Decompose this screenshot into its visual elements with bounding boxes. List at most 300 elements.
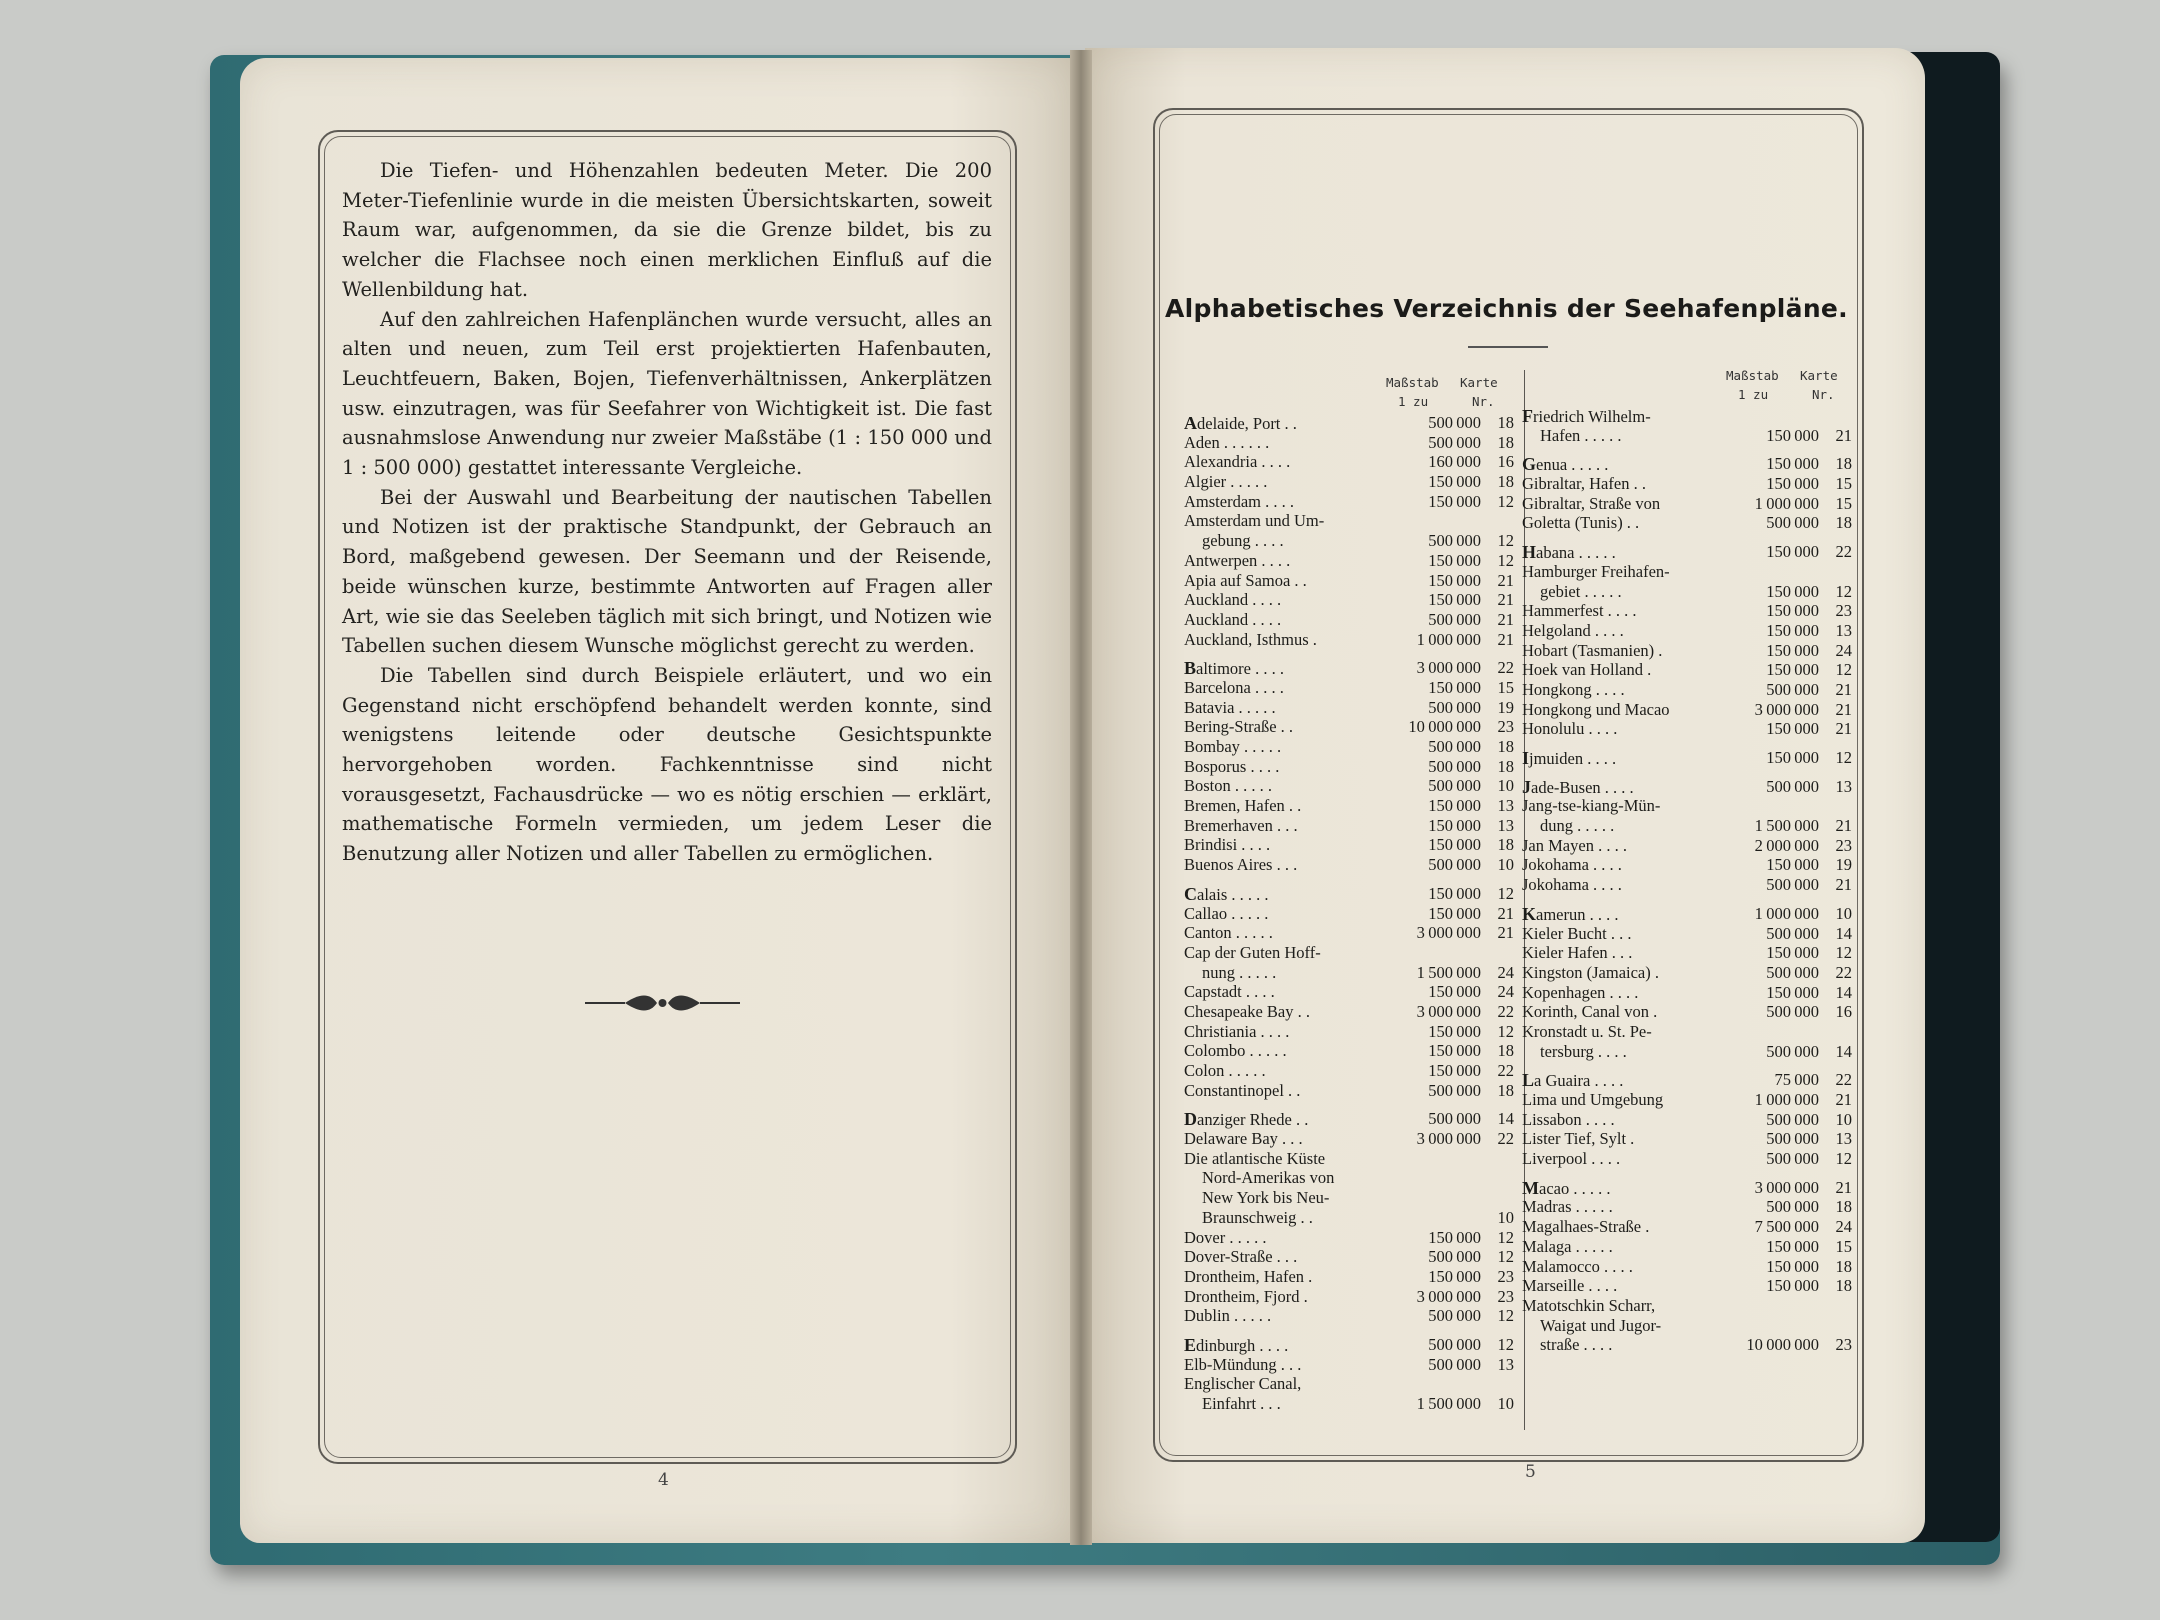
harbor-entry-row [1522, 582, 1852, 602]
harbor-scale: 150 000 [1428, 1266, 1481, 1286]
harbor-scale: 500 000 [1428, 432, 1481, 452]
harbor-name: Jokohama . . . . [1522, 855, 1622, 875]
harbor-name: Jade-Busen . . . . [1522, 776, 1634, 797]
harbor-scale: 500 000 [1428, 1306, 1481, 1326]
harbor-scale: 1 500 000 [1754, 816, 1819, 836]
harbor-name: Honolulu . . . . [1522, 719, 1618, 739]
harbor-name: Jan Mayen . . . . [1522, 835, 1627, 855]
harbor-name: Malaga . . . . . [1522, 1236, 1613, 1256]
harbor-map-number: 18 [1497, 737, 1514, 756]
harbor-entry-row [1522, 777, 1852, 797]
harbor-entry-row [1184, 1188, 1514, 1208]
harbor-scale: 150 000 [1766, 581, 1819, 601]
harbor-name: Kieler Hafen . . . [1522, 943, 1633, 963]
harbor-scale: 3 000 000 [1416, 1129, 1481, 1149]
harbor-name: Drontheim, Fjord . [1184, 1286, 1308, 1306]
preface-paragraph: Die Tiefen- und Höhenzahlen bedeuten Meter. Die 200 Meter-Tiefenlinie wurde in die meisten Übersichtskarten, soweit Raum war, aufgenommen, da sie die Grenze bildet, bis zu welcher die Flachsee noch einen merklichen Einfluß auf die Wellenbildung hat. [342, 159, 992, 301]
harbor-name: tersburg . . . . [1540, 1041, 1627, 1061]
harbor-name: Brindisi . . . . [1184, 835, 1271, 855]
harbor-map-number: 12 [1835, 660, 1852, 680]
harbor-map-number: 12 [1497, 1306, 1514, 1326]
harbor-map-number: 23 [1835, 835, 1852, 855]
harbor-name: Liverpool . . . . [1522, 1149, 1621, 1169]
harbor-entry-row [1522, 641, 1852, 661]
harbor-name: Barcelona . . . . [1184, 677, 1284, 697]
col-header-map: Karte [1460, 375, 1498, 390]
harbor-name: Chesapeake Bay . . [1184, 1001, 1310, 1021]
col-header-map-sub: Nr. [1812, 387, 1835, 402]
harbor-name: Korinth, Canal von . [1522, 1002, 1658, 1022]
harbor-entry-row [1522, 1316, 1852, 1336]
harbor-index-left-column [1184, 413, 1514, 1414]
harbor-map-number: 21 [1497, 570, 1514, 590]
harbor-entry-row [1184, 698, 1514, 718]
harbor-scale: 500 000 [1428, 1247, 1481, 1267]
harbor-name: Kronstadt u. St. Pe- [1522, 1021, 1652, 1041]
harbor-scale: 500 000 [1428, 776, 1481, 796]
harbor-entry-row [1522, 1002, 1852, 1022]
harbor-entry-row [1522, 1090, 1852, 1110]
harbor-map-number: 10 [1835, 1109, 1852, 1129]
harbor-name: straße . . . . [1540, 1335, 1613, 1355]
harbor-scale: 150 000 [1428, 815, 1481, 835]
harbor-name: Braunschweig . . [1202, 1207, 1313, 1227]
harbor-scale: 150 000 [1766, 425, 1819, 445]
harbor-scale: 150 000 [1766, 454, 1819, 474]
harbor-name: Callao . . . . . [1184, 903, 1269, 923]
harbor-name: Elb-Mündung . . . [1184, 1354, 1302, 1374]
harbor-entry-row [1522, 562, 1852, 582]
harbor-scale: 150 000 [1766, 982, 1819, 1002]
harbor-scale: 500 000 [1766, 776, 1819, 796]
harbor-map-number: 12 [1835, 581, 1852, 601]
harbor-name: Drontheim, Hafen . [1184, 1266, 1313, 1286]
harbor-entry-row [1522, 1129, 1852, 1149]
harbor-scale: 150 000 [1428, 1061, 1481, 1080]
harbor-name: Friedrich Wilhelm- [1522, 406, 1651, 426]
harbor-name: Alexandria . . . . [1184, 452, 1291, 472]
harbor-entry-row [1522, 1296, 1852, 1316]
harbor-entry-row [1522, 542, 1852, 562]
harbor-map-number: 13 [1835, 620, 1852, 640]
harbor-entry-row [1184, 1247, 1514, 1267]
harbor-name: Auckland . . . . [1184, 609, 1282, 629]
harbor-map-number: 24 [1835, 640, 1852, 660]
harbor-entry-row [1522, 680, 1852, 700]
harbor-entry-row [1522, 1257, 1852, 1277]
harbor-map-number: 15 [1835, 493, 1852, 513]
harbor-name: Amsterdam . . . . [1184, 491, 1294, 511]
harbor-entry-row [1184, 1129, 1514, 1149]
harbor-entry-row [1522, 513, 1852, 533]
harbor-entry-row [1522, 621, 1852, 641]
col-header-scale-sub: 1 zu [1738, 387, 1769, 402]
harbor-entry-row [1184, 610, 1514, 630]
harbor-map-number: 18 [1497, 1080, 1514, 1100]
harbor-name: Nord-Amerikas von [1202, 1168, 1335, 1188]
harbor-scale: 3 000 000 [1416, 1001, 1481, 1021]
harbor-scale: 150 000 [1428, 883, 1481, 903]
harbor-scale: 500 000 [1428, 413, 1481, 432]
harbor-scale: 500 000 [1428, 1334, 1481, 1354]
harbor-map-number: 14 [1835, 923, 1852, 943]
harbor-scale: 500 000 [1766, 962, 1819, 982]
harbor-entry-row [1184, 511, 1514, 531]
harbor-entry-row [1522, 943, 1852, 963]
harbor-name: nung . . . . . [1202, 962, 1277, 982]
harbor-map-number: 18 [1835, 1276, 1852, 1296]
harbor-map-number: 12 [1497, 1334, 1514, 1354]
harbor-name: Kingston (Jamaica) . [1522, 962, 1660, 982]
harbor-entry-row [1184, 413, 1514, 433]
harbor-name: Matotschkin Scharr, [1522, 1295, 1656, 1315]
harbor-scale: 500 000 [1766, 1109, 1819, 1129]
harbor-scale: 3 000 000 [1754, 699, 1819, 719]
harbor-entry-row [1184, 1022, 1514, 1042]
harbor-entry-row [1184, 630, 1514, 650]
harbor-scale: 150 000 [1766, 855, 1819, 875]
harbor-name: La Guaira . . . . [1522, 1070, 1624, 1091]
harbor-map-number: 22 [1497, 1061, 1514, 1080]
harbor-scale: 500 000 [1428, 855, 1481, 875]
col-header-scale: Maßstab [1726, 368, 1779, 383]
harbor-scale: 1 000 000 [1754, 1090, 1819, 1109]
harbor-scale: 150 000 [1428, 796, 1481, 816]
harbor-map-number: 13 [1497, 796, 1514, 816]
harbor-name: gebung . . . . [1202, 531, 1284, 551]
harbor-name: Hobart (Tasmanien) . [1522, 640, 1663, 660]
harbor-name: Baltimore . . . . [1184, 658, 1284, 679]
harbor-name: Bosporus . . . . [1184, 756, 1280, 776]
harbor-map-number: 16 [1497, 452, 1514, 472]
harbor-entry-row [1522, 963, 1852, 983]
harbor-entry-row [1184, 982, 1514, 1002]
harbor-name: Goletta (Tunis) . . [1522, 513, 1640, 533]
harbor-name: Edinburgh . . . . [1184, 1334, 1289, 1355]
harbor-map-number: 21 [1835, 425, 1852, 445]
harbor-entry-row [1184, 590, 1514, 610]
harbor-entry-row [1522, 1237, 1852, 1257]
harbor-scale: 1 500 000 [1416, 1394, 1481, 1413]
harbor-scale: 1 000 000 [1416, 629, 1481, 649]
harbor-map-number: 10 [1497, 776, 1514, 796]
harbor-map-number: 15 [1835, 1236, 1852, 1256]
harbor-entry-row [1522, 1149, 1852, 1169]
harbor-entry-row [1184, 1394, 1514, 1414]
harbor-entry-row [1184, 816, 1514, 836]
harbor-entry-row [1184, 1149, 1514, 1169]
harbor-entry-row [1522, 796, 1852, 816]
harbor-map-number: 22 [1835, 1070, 1852, 1090]
harbor-entry-row [1522, 426, 1852, 446]
harbor-scale: 10 000 000 [1408, 717, 1481, 737]
harbor-map-number: 22 [1497, 658, 1514, 678]
harbor-scale: 3 000 000 [1416, 923, 1481, 943]
preface-paragraph: Bei der Auswahl und Bearbeitung der nautischen Tabellen und Notizen ist der praktische Standpunkt, der Gebrauch an Bord, maßgebend gewesen. Der Seemann und der Reisende, beide wünschen kurze, bestimmte Antworten auf Fragen aller Art, wie sie das Seeleben täglich mit sich bringt, und Notizen wie Tabellen suchen diesem Wunsche möglichst gerecht zu werden. [342, 485, 992, 658]
harbor-entry-row [1522, 855, 1852, 875]
harbor-name: Boston . . . . . [1184, 776, 1273, 796]
harbor-entry-row [1522, 601, 1852, 621]
harbor-map-number: 18 [1497, 472, 1514, 492]
harbor-entry-row [1184, 1374, 1514, 1394]
harbor-scale: 150 000 [1428, 1227, 1481, 1247]
harbor-map-number: 22 [1497, 1001, 1514, 1021]
harbor-map-number: 10 [1497, 1207, 1514, 1227]
harbor-map-number: 21 [1835, 816, 1852, 836]
harbor-scale: 2 000 000 [1754, 835, 1819, 855]
harbor-name: Bremerhaven . . . [1184, 815, 1298, 835]
harbor-entry-row [1184, 1061, 1514, 1081]
harbor-entry-row [1522, 1217, 1852, 1237]
harbor-map-number: 24 [1497, 962, 1514, 982]
harbor-entry-row [1184, 531, 1514, 551]
harbor-scale: 10 000 000 [1746, 1335, 1819, 1355]
harbor-map-number: 23 [1497, 1286, 1514, 1306]
harbor-map-number: 21 [1835, 875, 1852, 895]
harbor-entry-row [1184, 571, 1514, 591]
harbor-entry-row [1184, 1081, 1514, 1101]
harbor-name: Hoek van Holland . [1522, 660, 1652, 680]
harbor-index-right-column [1522, 406, 1852, 1355]
harbor-entry-row [1184, 923, 1514, 943]
harbor-map-number: 18 [1497, 1041, 1514, 1061]
harbor-scale: 150 000 [1766, 601, 1819, 621]
harbor-entry-row [1522, 1178, 1852, 1198]
harbor-name: Canton . . . . . [1184, 923, 1273, 943]
harbor-entry-row [1522, 983, 1852, 1003]
harbor-entry-row [1184, 452, 1514, 472]
harbor-name: Einfahrt . . . [1202, 1394, 1281, 1413]
harbor-map-number: 16 [1835, 1002, 1852, 1022]
harbor-name: Marseille . . . . [1522, 1276, 1618, 1296]
harbor-map-number: 18 [1497, 432, 1514, 452]
harbor-name: Ijmuiden . . . . [1522, 748, 1617, 768]
harbor-entry-row [1522, 816, 1852, 836]
harbor-name: Kopenhagen . . . . [1522, 982, 1639, 1002]
harbor-map-number: 14 [1835, 982, 1852, 1002]
harbor-entry-row [1184, 1228, 1514, 1248]
harbor-scale: 150 000 [1428, 590, 1481, 610]
harbor-map-number: 10 [1497, 855, 1514, 875]
harbor-scale: 150 000 [1766, 748, 1819, 767]
harbor-map-number: 13 [1497, 1354, 1514, 1374]
harbor-map-number: 22 [1835, 962, 1852, 982]
harbor-scale: 1 500 000 [1416, 962, 1481, 982]
harbor-name: Jang-tse-kiang-Mün- [1522, 796, 1661, 816]
harbor-entry-row [1184, 1208, 1514, 1228]
harbor-map-number: 21 [1497, 903, 1514, 923]
harbor-map-number: 13 [1497, 815, 1514, 835]
harbor-entry-row [1184, 737, 1514, 757]
harbor-name: Christiania . . . . [1184, 1021, 1290, 1041]
page-number-left: 4 [658, 1470, 669, 1490]
harbor-scale: 150 000 [1766, 719, 1819, 739]
harbor-name: Apia auf Samoa . . [1184, 570, 1307, 590]
harbor-entry-row [1522, 1070, 1852, 1090]
harbor-entry-row [1184, 757, 1514, 777]
harbor-name: Hafen . . . . . [1540, 425, 1622, 445]
harbor-scale: 500 000 [1428, 609, 1481, 629]
harbor-name: Hammerfest . . . . [1522, 601, 1637, 621]
harbor-entry-row [1522, 454, 1852, 474]
harbor-map-number: 13 [1835, 1129, 1852, 1149]
harbor-map-number: 12 [1497, 883, 1514, 903]
harbor-map-number: 23 [1497, 717, 1514, 737]
harbor-map-number: 21 [1835, 1177, 1852, 1197]
page-title: Alphabetisches Verzeichnis der Seehafenpläne. [1165, 294, 1848, 323]
harbor-name: Gibraltar, Straße von [1522, 493, 1661, 513]
harbor-name: Amsterdam und Um- [1184, 511, 1325, 531]
harbor-entry-row [1184, 551, 1514, 571]
harbor-name: Helgoland . . . . [1522, 620, 1624, 640]
harbor-scale: 160 000 [1428, 452, 1481, 472]
harbor-map-number: 18 [1835, 1256, 1852, 1276]
harbor-map-number: 19 [1497, 697, 1514, 717]
harbor-map-number: 12 [1497, 531, 1514, 551]
harbor-name: Constantinopel . . [1184, 1080, 1301, 1100]
harbor-name: Antwerpen . . . . [1184, 550, 1291, 570]
harbor-entry-row [1184, 776, 1514, 796]
harbor-name: Habana . . . . . [1522, 542, 1616, 563]
harbor-map-number: 21 [1835, 679, 1852, 699]
harbor-map-number: 22 [1835, 542, 1852, 562]
harbor-entry-row [1184, 1335, 1514, 1355]
harbor-scale: 150 000 [1766, 1256, 1819, 1276]
harbor-scale: 1 000 000 [1754, 493, 1819, 513]
harbor-entry-row [1184, 678, 1514, 698]
harbor-scale: 500 000 [1766, 1149, 1819, 1169]
harbor-name: Kamerun . . . . [1522, 903, 1619, 924]
harbor-name: Colon . . . . . [1184, 1061, 1266, 1080]
harbor-scale: 500 000 [1766, 679, 1819, 699]
harbor-entry-row [1184, 963, 1514, 983]
harbor-entry-row [1184, 1287, 1514, 1307]
harbor-map-number: 23 [1835, 1335, 1852, 1355]
harbor-name: Madras . . . . . [1522, 1197, 1613, 1217]
harbor-entry-row [1522, 406, 1852, 426]
harbor-name: Cap der Guten Hoff- [1184, 942, 1321, 962]
harbor-name: Lima und Umgebung [1522, 1090, 1664, 1109]
harbor-scale: 75 000 [1774, 1070, 1819, 1090]
harbor-name: Die atlantische Küste [1184, 1148, 1326, 1168]
harbor-scale: 500 000 [1428, 756, 1481, 776]
harbor-scale: 150 000 [1766, 542, 1819, 562]
col-header-map: Karte [1800, 368, 1838, 383]
harbor-name: Aden . . . . . . [1184, 432, 1270, 452]
harbor-name: Auckland, Isthmus . [1184, 629, 1317, 649]
harbor-name: Batavia . . . . . [1184, 697, 1276, 717]
harbor-name: Hongkong . . . . [1522, 679, 1625, 699]
preface-text [342, 156, 992, 869]
harbor-entry-row [1184, 1109, 1514, 1129]
harbor-scale: 1 000 000 [1754, 903, 1819, 923]
harbor-scale: 150 000 [1766, 640, 1819, 660]
harbor-entry-row [1184, 835, 1514, 855]
harbor-entry-row [1184, 904, 1514, 924]
harbor-name: Delaware Bay . . . [1184, 1129, 1303, 1149]
harbor-entry-row [1184, 1002, 1514, 1022]
ornament-divider-icon [585, 990, 740, 1016]
harbor-scale: 150 000 [1766, 1236, 1819, 1256]
harbor-map-number: 14 [1835, 1041, 1852, 1061]
harbor-scale: 150 000 [1766, 943, 1819, 963]
harbor-entry-row [1522, 474, 1852, 494]
harbor-name: Bering-Straße . . [1184, 717, 1294, 737]
harbor-entry-row [1184, 855, 1514, 875]
harbor-map-number: 12 [1497, 1021, 1514, 1041]
harbor-scale: 500 000 [1766, 1041, 1819, 1061]
harbor-map-number: 12 [1835, 1149, 1852, 1169]
harbor-map-number: 23 [1497, 1266, 1514, 1286]
harbor-name: Malamocco . . . . [1522, 1256, 1633, 1276]
harbor-scale: 150 000 [1428, 1021, 1481, 1041]
harbor-name: Algier . . . . . [1184, 472, 1268, 492]
harbor-map-number: 18 [1835, 513, 1852, 533]
harbor-name: Hongkong und Macao [1522, 699, 1670, 719]
harbor-entry-row [1522, 1335, 1852, 1355]
title-rule [1468, 346, 1548, 348]
harbor-map-number: 21 [1497, 590, 1514, 610]
harbor-entry-row [1522, 1110, 1852, 1130]
harbor-map-number: 19 [1835, 855, 1852, 875]
harbor-scale: 500 000 [1428, 1354, 1481, 1374]
harbor-entry-row [1522, 700, 1852, 720]
harbor-scale: 150 000 [1428, 491, 1481, 511]
harbor-entry-row [1522, 904, 1852, 924]
harbor-name: Bombay . . . . . [1184, 737, 1282, 756]
harbor-scale: 500 000 [1766, 923, 1819, 943]
harbor-entry-row [1184, 658, 1514, 678]
harbor-entry-row [1522, 494, 1852, 514]
harbor-entry-row [1184, 1041, 1514, 1061]
harbor-name: Dover-Straße . . . [1184, 1247, 1298, 1267]
harbor-map-number: 14 [1497, 1109, 1514, 1129]
harbor-entry-row [1184, 717, 1514, 737]
harbor-name: Calais . . . . . [1184, 883, 1269, 904]
harbor-name: Colombo . . . . . [1184, 1041, 1287, 1061]
harbor-scale: 500 000 [1766, 513, 1819, 533]
harbor-scale: 150 000 [1766, 660, 1819, 680]
harbor-map-number: 12 [1497, 1247, 1514, 1267]
harbor-scale: 500 000 [1428, 531, 1481, 551]
harbor-entry-row [1522, 1042, 1852, 1062]
harbor-map-number: 18 [1835, 454, 1852, 474]
harbor-name: dung . . . . . [1540, 816, 1615, 836]
harbor-entry-row [1184, 1168, 1514, 1188]
harbor-entry-row [1184, 943, 1514, 963]
harbor-scale: 150 000 [1766, 620, 1819, 640]
harbor-map-number: 21 [1497, 629, 1514, 649]
harbor-entry-row [1184, 884, 1514, 904]
harbor-map-number: 12 [1835, 748, 1852, 767]
harbor-scale: 150 000 [1428, 1041, 1481, 1061]
harbor-name: Capstadt . . . . [1184, 982, 1275, 1002]
harbor-name: Dublin . . . . . [1184, 1306, 1272, 1326]
harbor-name: Magalhaes-Straße . [1522, 1217, 1650, 1237]
harbor-map-number: 18 [1835, 1197, 1852, 1217]
harbor-map-number: 12 [1497, 550, 1514, 570]
harbor-name: Lissabon . . . . [1522, 1109, 1615, 1129]
harbor-name: Bremen, Hafen . . [1184, 796, 1302, 816]
harbor-scale: 150 000 [1428, 550, 1481, 570]
harbor-scale: 500 000 [1428, 697, 1481, 717]
harbor-map-number: 12 [1835, 943, 1852, 963]
harbor-entry-row [1522, 875, 1852, 895]
col-header-scale: Maßstab [1386, 375, 1439, 390]
harbor-scale: 500 000 [1428, 1080, 1481, 1100]
harbor-name: gebiet . . . . . [1540, 581, 1622, 601]
harbor-scale: 150 000 [1428, 677, 1481, 697]
